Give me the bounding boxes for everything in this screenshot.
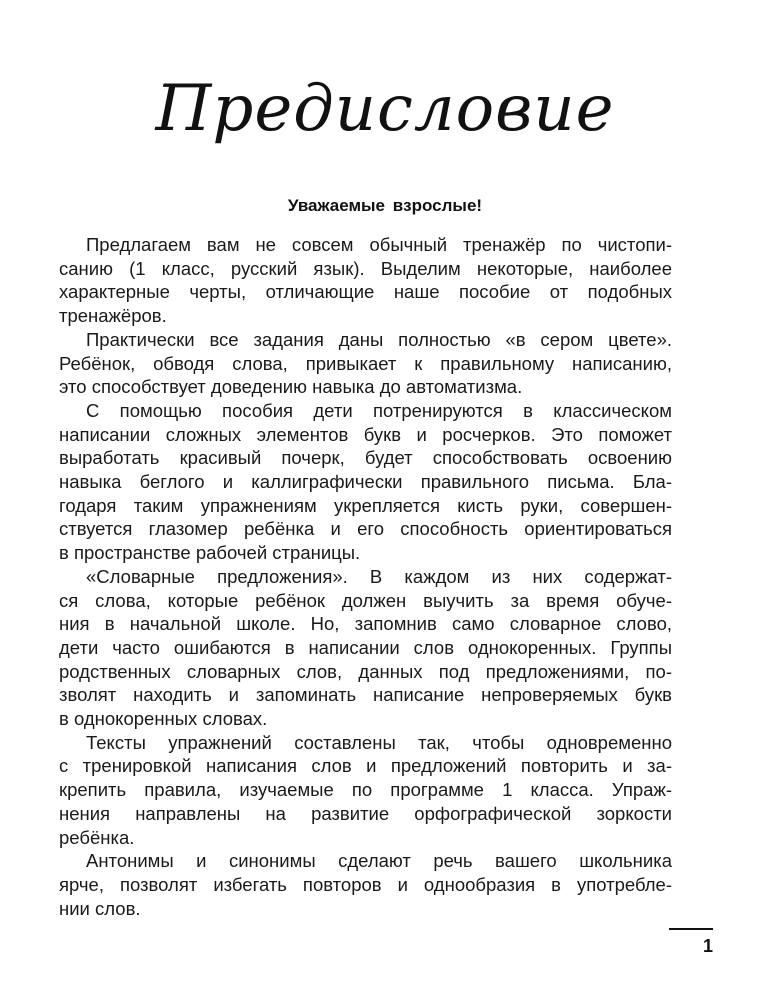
paragraph <box>59 233 672 328</box>
text-line: крепить правила, изучаемые по программе 1 класса. Упраж- <box>59 779 672 801</box>
text-line: ствуется глазомер ребёнка и его способность ориентироваться <box>59 518 672 540</box>
text-line: с тренировкой написания слов и предложений повторить и за- <box>59 755 672 777</box>
text-line: дети часто ошибаются в написании слов однокоренных. Группы <box>59 636 672 658</box>
text-line: тренажёров. <box>59 305 167 327</box>
text-line: в однокоренных словах. <box>59 708 268 730</box>
greeting-heading: Уважаемые взрослые! <box>287 196 483 215</box>
page-number: 1 <box>702 936 713 956</box>
text-line: в пространстве рабочей страницы. <box>59 542 361 564</box>
text-line: С помощью пособия дети потренируются в классическом <box>86 399 672 421</box>
text-line: Практически все задания даны полностью «в сером цвете». <box>86 328 672 350</box>
paragraph <box>59 849 672 920</box>
text-line: характерные черты, отличающие наше пособие от подобных <box>59 281 672 303</box>
text-line: выработать красивый почерк, будет способствовать освоению <box>59 447 672 469</box>
text-line: написании сложных элементов букв и росчерков. Это поможет <box>59 423 672 445</box>
paragraph <box>59 731 672 850</box>
text-line: Предлагаем вам не совсем обычный тренажёр по чистопи- <box>86 234 672 255</box>
paragraph <box>59 399 672 565</box>
text-line: родственных словарных слов, данных под предложениями, по- <box>59 660 672 682</box>
text-line: нения направлены на развитие орфографической зоркости <box>59 802 672 824</box>
page-number-rule <box>669 928 713 930</box>
paragraph <box>59 328 672 399</box>
text-line: нии слов. <box>59 897 141 919</box>
body-text <box>59 233 672 920</box>
text-line: это способствует доведению навыка до автоматизма. <box>59 376 523 398</box>
text-line: Антонимы и синонимы сделают речь вашего школьника <box>86 850 672 872</box>
text-line: зволят находить и запоминать написание непроверяемых букв <box>59 684 672 706</box>
text-line: «Словарные предложения». В каждом из них содержат- <box>86 565 672 587</box>
text-line: навыка беглого и каллиграфически правильного письма. Бла- <box>59 471 672 493</box>
paragraph <box>59 565 672 731</box>
text-line: санию (1 класс, русский язык). Выделим некоторые, наиболее <box>59 257 672 279</box>
text-line: Тексты упражнений составлены так, чтобы одновременно <box>86 731 672 753</box>
text-line: Ребёнок, обводя слова, привыкает к правильному написанию, <box>59 352 672 374</box>
text-line: ярче, позволят избегать повторов и однообразия в употребле- <box>59 873 672 895</box>
text-line: ся слова, которые ребёнок должен выучить за время обуче- <box>59 589 672 611</box>
text-line: годаря таким упражнениям укрепляется кисть руки, совершен- <box>59 494 672 516</box>
text-line: ребёнка. <box>59 826 135 848</box>
page-title: Предисловие <box>155 72 615 146</box>
text-line: ния в начальной школе. Но, запомнив само словарное слово, <box>59 613 672 635</box>
